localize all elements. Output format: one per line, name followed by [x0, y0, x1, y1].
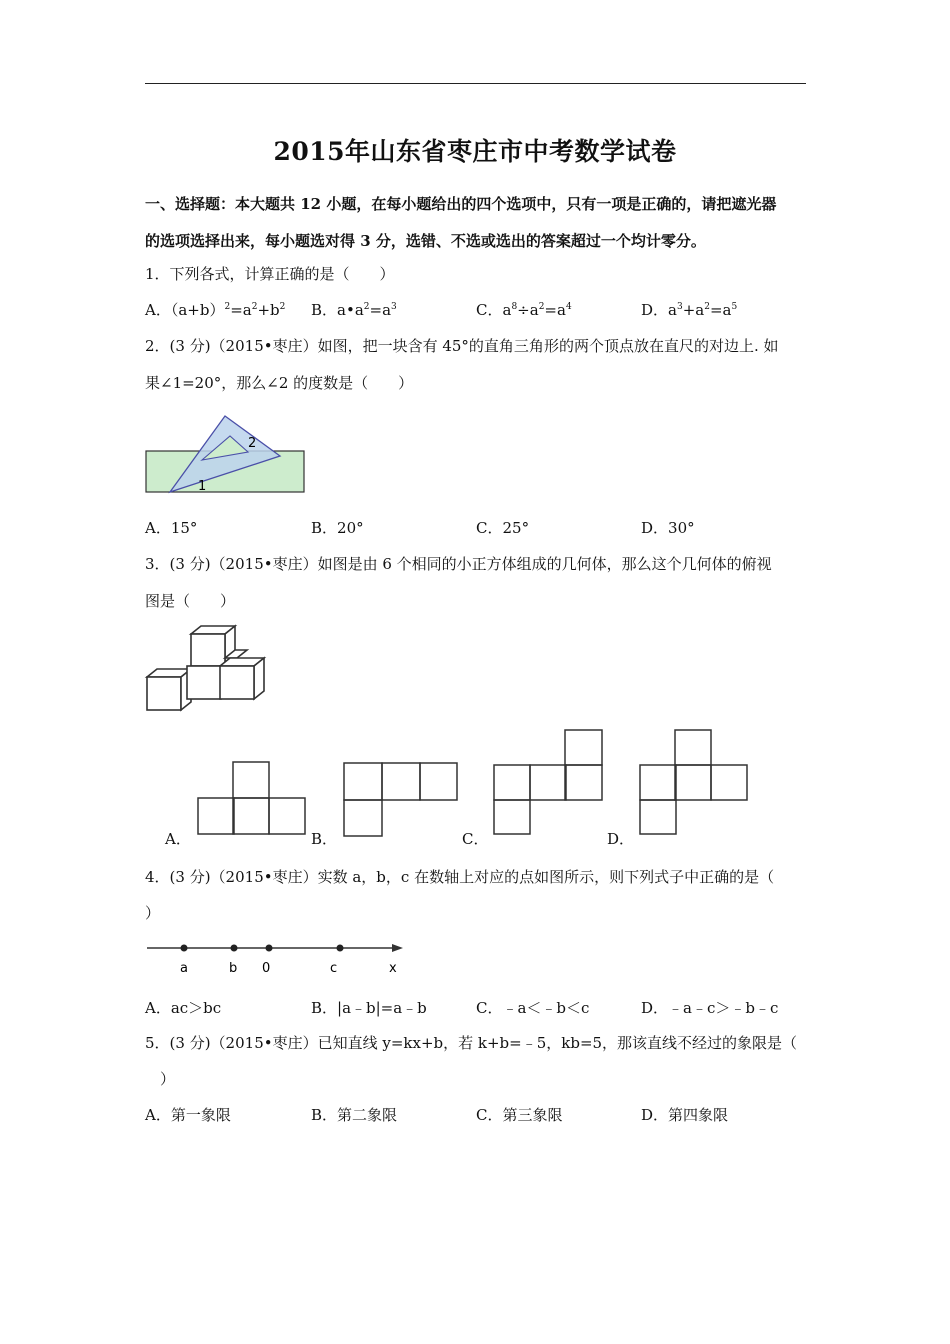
- axis-label-0: 0: [262, 961, 271, 976]
- point-a: [181, 945, 188, 952]
- expr-part: =a: [369, 301, 392, 319]
- q3-option-d[interactable]: D．: [607, 830, 635, 848]
- q3-stem-line2: 图是（ ）: [145, 592, 236, 610]
- q4-option-b[interactable]: B．|a﹣b|=a﹣b: [311, 999, 427, 1017]
- exponent: 2: [704, 302, 710, 312]
- exponent: 2: [251, 302, 258, 312]
- q4-option-c[interactable]: C．﹣a＜﹣b＜c: [476, 999, 590, 1017]
- q1-option-a[interactable]: [145, 299, 285, 320]
- q3-option-a-figure: [196, 760, 308, 836]
- option-label: A．: [145, 301, 171, 319]
- expr-part: =a: [709, 301, 732, 319]
- q4-stem-line1: 4．(3 分)（2015•枣庄）实数 a，b，c 在数轴上对应的点如图所示，则下列式子中正确的是（: [145, 868, 775, 886]
- q5-stem-line1: 5．(3 分)（2015•枣庄）已知直线 y=kx+b，若 k+b=﹣5，kb=5，那该直线不经过的象限是（: [145, 1034, 798, 1052]
- axis-label-a: a: [180, 961, 188, 976]
- q3-option-b[interactable]: B．: [311, 830, 338, 848]
- angle-2-label: 2: [248, 436, 257, 451]
- expr-part: a: [668, 301, 677, 319]
- point-c: [337, 945, 344, 952]
- option-label: C．: [476, 301, 503, 319]
- q5-option-d[interactable]: D．第四象限: [641, 1106, 729, 1124]
- q1-stem: 1．下列各式，计算正确的是（ ）: [145, 265, 395, 283]
- q4-number-line-figure: [145, 938, 410, 980]
- expr-part: =a: [544, 301, 566, 319]
- axis-label-c: c: [330, 961, 338, 976]
- q2-option-a[interactable]: A．15°: [145, 519, 198, 537]
- q2-option-d[interactable]: D．30°: [641, 519, 695, 537]
- exponent: 8: [511, 302, 518, 312]
- exponent: 2: [538, 302, 545, 312]
- expr-part: ÷a: [517, 301, 539, 319]
- page-title: 2015年山东省枣庄市中考数学试卷: [273, 137, 677, 166]
- q1-option-d[interactable]: [641, 299, 737, 320]
- q3-option-c[interactable]: C．: [462, 830, 489, 848]
- q5-option-b[interactable]: B．第二象限: [311, 1106, 398, 1124]
- q4-option-a[interactable]: A．ac＞bc: [145, 999, 222, 1017]
- expr-part: =a: [230, 301, 252, 319]
- q3-option-c-figure: [492, 728, 604, 836]
- q3-cube-solid-figure: [143, 622, 273, 717]
- q1-option-b[interactable]: [311, 299, 397, 320]
- exponent: 4: [565, 302, 572, 312]
- q2-stem-line2: 果∠1=20°，那么∠2 的度数是（ ）: [145, 374, 414, 392]
- q2-option-b[interactable]: B．20°: [311, 519, 364, 537]
- exponent: 2: [363, 302, 370, 312]
- q2-stem-line1: 2．(3 分)（2015•枣庄）如图，把一块含有 45°的直角三角形的两个顶点放在直尺的对边上. 如: [145, 337, 779, 355]
- section-heading-line2: 的选项选择出来，每小题选对得 3 分，选错、不选或选出的答案超过一个均计零分。: [145, 232, 706, 250]
- q4-option-d[interactable]: D．﹣a﹣c＞﹣b﹣c: [641, 999, 779, 1017]
- axis-arrow-icon: [392, 944, 403, 952]
- angle-1-label: 1: [198, 479, 207, 494]
- exponent: 3: [391, 302, 397, 312]
- q3-option-b-figure: [342, 761, 459, 837]
- q2-ruler-triangle-figure: [140, 410, 315, 500]
- exponent: 2: [279, 302, 286, 312]
- exponent: 5: [731, 302, 738, 312]
- option-label: D．: [641, 301, 669, 319]
- option-label: B．: [311, 301, 338, 319]
- expr-part: a: [502, 301, 512, 319]
- expr-part: （a+b）: [170, 301, 225, 319]
- exponent: 2: [224, 302, 231, 312]
- section-heading-line1: 一、选择题：本大题共 12 小题，在每小题给出的四个选项中，只有一项是正确的，请把遮光器: [145, 195, 777, 213]
- q3-option-d-figure: [638, 728, 750, 836]
- exponent: 3: [676, 302, 683, 312]
- q5-stem-line2: ）: [160, 1070, 176, 1088]
- axis-label-x: x: [389, 961, 397, 976]
- header-rule: [145, 83, 806, 84]
- q4-stem-line2: ）: [145, 904, 161, 922]
- expr-part: a•a: [337, 301, 364, 319]
- expr-part: +a: [682, 301, 705, 319]
- point-b: [231, 945, 238, 952]
- q3-option-a[interactable]: A．: [165, 830, 191, 848]
- expr-part: +b: [257, 301, 280, 319]
- axis-label-b: b: [229, 961, 238, 976]
- q1-option-c[interactable]: [476, 299, 572, 320]
- q5-option-c[interactable]: C．第三象限: [476, 1106, 563, 1124]
- q3-stem-line1: 3．(3 分)（2015•枣庄）如图是由 6 个相同的小正方体组成的几何体，那么这个几何体的俯视: [145, 555, 772, 573]
- q2-option-c[interactable]: C．25°: [476, 519, 530, 537]
- point-zero: [266, 945, 273, 952]
- q5-option-a[interactable]: A．第一象限: [145, 1106, 231, 1124]
